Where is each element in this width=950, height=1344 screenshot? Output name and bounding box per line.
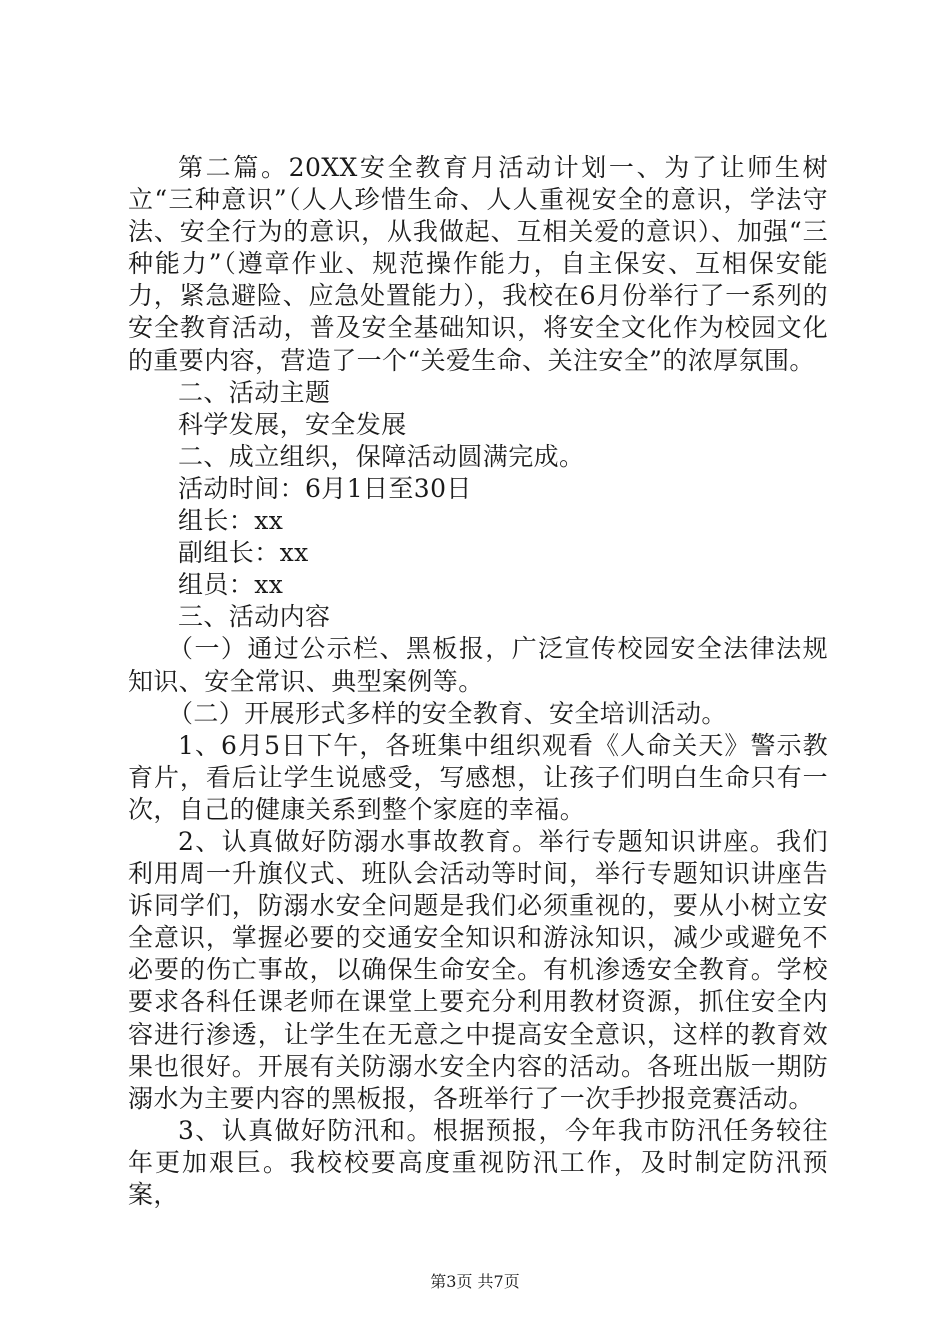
paragraph-item-2: （二）开展形式多样的安全教育、安全培训活动。: [168, 698, 727, 728]
paragraph-heading-theme: 二、活动主题: [178, 377, 331, 407]
paragraph-group-leader: 组长：xx: [178, 506, 284, 536]
paragraph-point-2: 2、认真做好防溺水事故教育。举行专题知识讲座。我们利用周一升旗仪式、班队会活动等时间，举行专题知识讲座告诉同学们，防溺水安全问题是我们必须重视的，要从小树立安全意识，掌握必要的交通安全知识和游泳知识，减少或避免不必要的伤亡事故，以确保生命安全。有机渗透安全教育。学校要求各科任课老师在课堂上要充分利用教材资源，抓住安全内容进行渗透，让学生在无意之中提高安全意识，这样的教育效果也很好。开展有关防溺水安全内容的活动。各班出版一期防溺水为主要内容的黑板报，各班举行了一次手抄报竞赛活动。: [128, 826, 828, 1113]
paragraph-activity-time: 活动时间：6月1日至30日: [178, 473, 472, 503]
page-footer: [0, 1272, 950, 1292]
paragraph-members: 组员：xx: [178, 570, 284, 600]
paragraph-heading-content: 三、活动内容: [178, 602, 331, 632]
paragraph-deputy-leader: 副组长：xx: [178, 538, 309, 568]
paragraph-point-3: 3、认真做好防汛和。根据预报，今年我市防汛任务较往年更加艰巨。我校校要高度重视防汛工作，及时制定防汛预案，: [128, 1115, 828, 1209]
paragraph-intro: 第二篇。20XX安全教育月活动计划一、为了让师生树立“三种意识”（人人珍惜生命、人人重视安全的意识，学法守法、安全行为的意识，从我做起、互相关爱的意识）、加强“三种能力”（遵章作业、规范操作能力，自主保安、互相保安能力，紧急避险、应急处置能力），我校在6月份举行了一系列的安全教育活动，普及安全基础知识，将安全文化作为校园文化的重要内容，营造了一个“关爱生命、关注安全”的浓厚氛围。: [128, 153, 828, 375]
paragraph-theme: 科学发展，安全发展: [178, 409, 407, 439]
paragraph-point-1: 1、6月5日下午，各班集中组织观看《人命关天》警示教育片，看后让学生说感受，写感想，让孩子们明白生命只有一次，自己的健康关系到整个家庭的幸福。: [128, 730, 828, 824]
paragraph-heading-organization: 二、成立组织，保障活动圆满完成。: [178, 441, 585, 471]
page-number-label: 第3页 共7页: [430, 1272, 520, 1291]
paragraph-item-1: （一）通过公示栏、黑板报，广泛宣传校园安全法律法规知识、安全常识、典型案例等。: [128, 634, 828, 696]
document-body: [128, 152, 828, 1211]
